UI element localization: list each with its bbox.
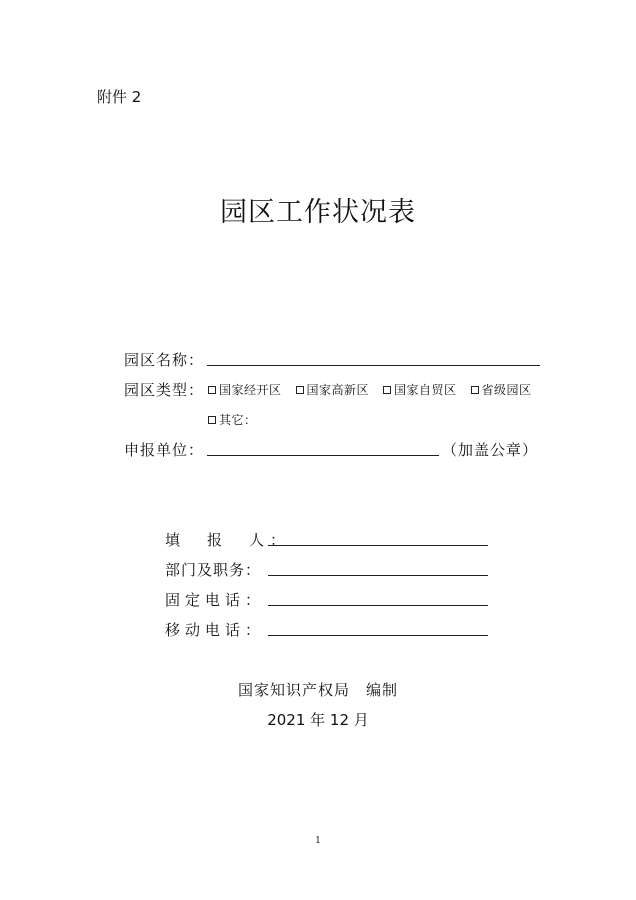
park-name-label: 园区名称： <box>124 351 205 369</box>
checkbox[interactable] <box>471 386 479 394</box>
landline-field[interactable] <box>268 605 488 606</box>
compile-date: 2021 年 12 月 <box>267 711 369 729</box>
page-title: 园区工作状况表 <box>220 197 416 228</box>
dept-position-label: 部门及职务： <box>165 561 262 579</box>
park-type-option[interactable] <box>208 381 282 398</box>
checkbox[interactable] <box>383 386 391 394</box>
applicant-label: 申报单位： <box>124 441 205 459</box>
park-type-option-label: 国家高新区 <box>306 383 370 397</box>
park-type-option-label: 其它： <box>219 413 257 427</box>
park-type-option-label: 国家自贸区 <box>394 383 457 397</box>
compiler-line: 国家知识产权局 编制 <box>237 681 398 699</box>
dept-position-field[interactable] <box>268 575 488 576</box>
checkbox[interactable] <box>296 386 304 394</box>
park-type-option[interactable] <box>383 381 457 398</box>
park-name-field[interactable] <box>207 365 540 366</box>
filler-label: 填 报 人： <box>165 531 292 549</box>
filler-field[interactable] <box>268 545 488 546</box>
park-type-option-label: 省级园区 <box>481 383 532 397</box>
page-number: 1 <box>315 836 321 846</box>
mobile-field[interactable] <box>268 635 488 636</box>
attachment-label: 附件 2 <box>97 88 142 106</box>
park-type-option[interactable] <box>471 381 532 398</box>
landline-label: 固定电话： <box>165 591 266 609</box>
mobile-label: 移动电话： <box>165 621 266 639</box>
park-type-option[interactable] <box>296 381 370 398</box>
checkbox[interactable] <box>208 386 216 394</box>
park-type-label: 园区类型： <box>124 381 205 399</box>
park-type-option-label: 国家经开区 <box>219 383 282 397</box>
seal-note: （加盖公章） <box>442 441 539 459</box>
park-type-option[interactable] <box>208 411 257 428</box>
checkbox[interactable] <box>208 416 216 424</box>
park-type-options <box>208 381 532 398</box>
park-type-other-row <box>208 411 257 428</box>
applicant-field[interactable] <box>207 455 439 456</box>
